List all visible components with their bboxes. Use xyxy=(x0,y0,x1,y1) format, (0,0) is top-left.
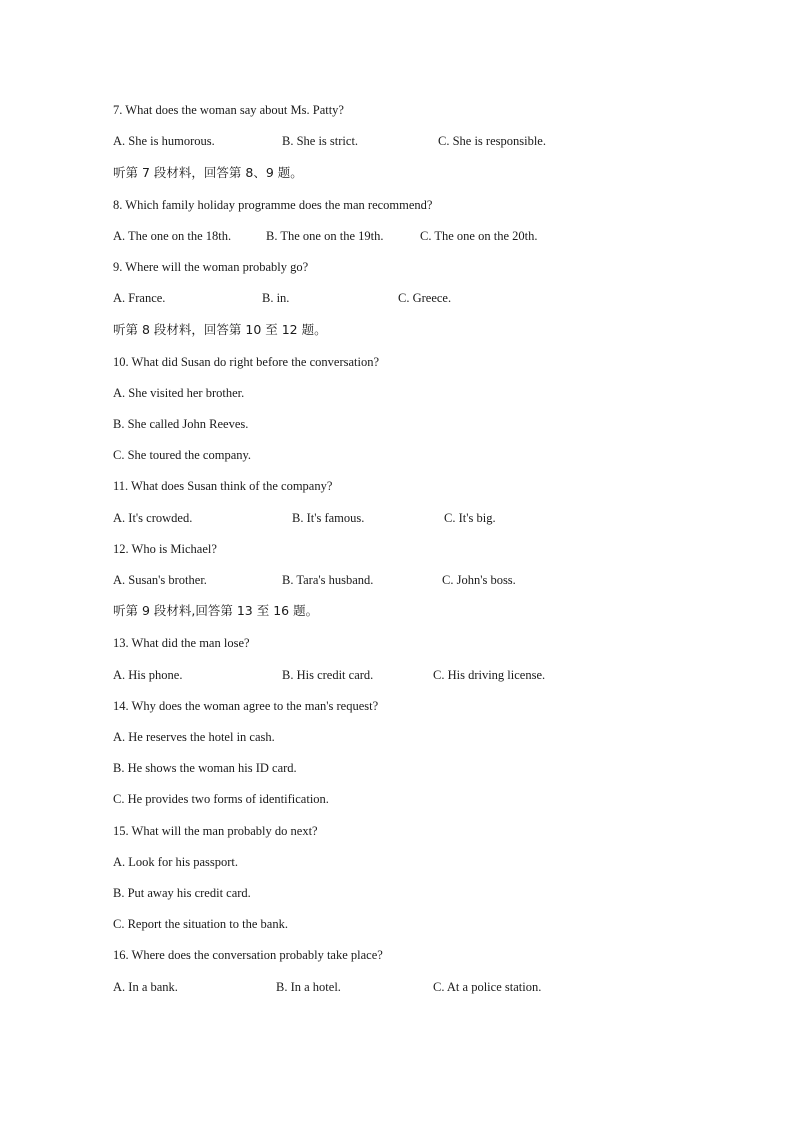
question-16-options xyxy=(0,979,700,995)
question-12-options xyxy=(0,572,700,588)
section-heading-7: 听第 7 段材料，回答第 8、9 题。 xyxy=(113,165,303,180)
option-a: A. France. xyxy=(113,291,166,305)
question-7: 7. What does the woman say about Ms. Patty? xyxy=(113,103,344,117)
option-c: C. He provides two forms of identification. xyxy=(113,792,329,806)
option-b: B. The one on the 19th. xyxy=(266,229,384,243)
option-b: B. She called John Reeves. xyxy=(113,417,249,431)
option-c: C. She is responsible. xyxy=(438,134,546,148)
option-b: B. In a hotel. xyxy=(276,980,341,994)
option-a: A. He reserves the hotel in cash. xyxy=(113,730,275,744)
question-11-options xyxy=(0,510,700,526)
option-c: C. Report the situation to the bank. xyxy=(113,917,288,931)
question-16: 16. Where does the conversation probably take place? xyxy=(113,948,383,962)
question-10: 10. What did Susan do right before the conversation? xyxy=(113,355,380,369)
option-b: B. Put away his credit card. xyxy=(113,886,251,900)
option-c: C. The one on the 20th. xyxy=(420,229,538,243)
question-14: 14. Why does the woman agree to the man's request? xyxy=(113,699,379,713)
option-a: A. Look for his passport. xyxy=(113,855,238,869)
option-b: B. in. xyxy=(262,291,290,305)
question-12: 12. Who is Michael? xyxy=(113,542,217,556)
option-c: C. At a police station. xyxy=(433,980,542,994)
option-a: A. In a bank. xyxy=(113,980,178,994)
option-a: A. Susan's brother. xyxy=(113,573,207,587)
option-c: C. She toured the company. xyxy=(113,448,252,462)
option-b: B. She is strict. xyxy=(282,134,359,148)
option-a: A. It's crowded. xyxy=(113,511,193,525)
option-b: B. It's famous. xyxy=(292,511,365,525)
section-heading-8: 听第 8 段材料，回答第 10 至 12 题。 xyxy=(113,322,327,337)
question-7-options xyxy=(0,133,700,149)
question-8: 8. Which family holiday programme does the man recommend? xyxy=(113,198,433,212)
option-c: C. His driving license. xyxy=(433,668,546,682)
option-b: B. He shows the woman his ID card. xyxy=(113,761,297,775)
option-c: C. It's big. xyxy=(444,511,496,525)
option-c: C. John's boss. xyxy=(442,573,516,587)
option-b: B. Tara's husband. xyxy=(282,573,374,587)
option-a: A. His phone. xyxy=(113,668,183,682)
question-13-options xyxy=(0,667,700,683)
option-a: A. She visited her brother. xyxy=(113,386,245,400)
question-11: 11. What does Susan think of the company? xyxy=(113,479,333,493)
section-heading-9: 听第 9 段材料,回答第 13 至 16 题。 xyxy=(113,603,319,618)
option-c: C. Greece. xyxy=(398,291,452,305)
question-9-options xyxy=(0,290,700,306)
question-9: 9. Where will the woman probably go? xyxy=(113,260,309,274)
question-15: 15. What will the man probably do next? xyxy=(113,824,318,838)
question-8-options xyxy=(0,228,700,244)
option-a: A. The one on the 18th. xyxy=(113,229,232,243)
option-b: B. His credit card. xyxy=(282,668,374,682)
question-13: 13. What did the man lose? xyxy=(113,636,250,650)
option-a: A. She is humorous. xyxy=(113,134,215,148)
